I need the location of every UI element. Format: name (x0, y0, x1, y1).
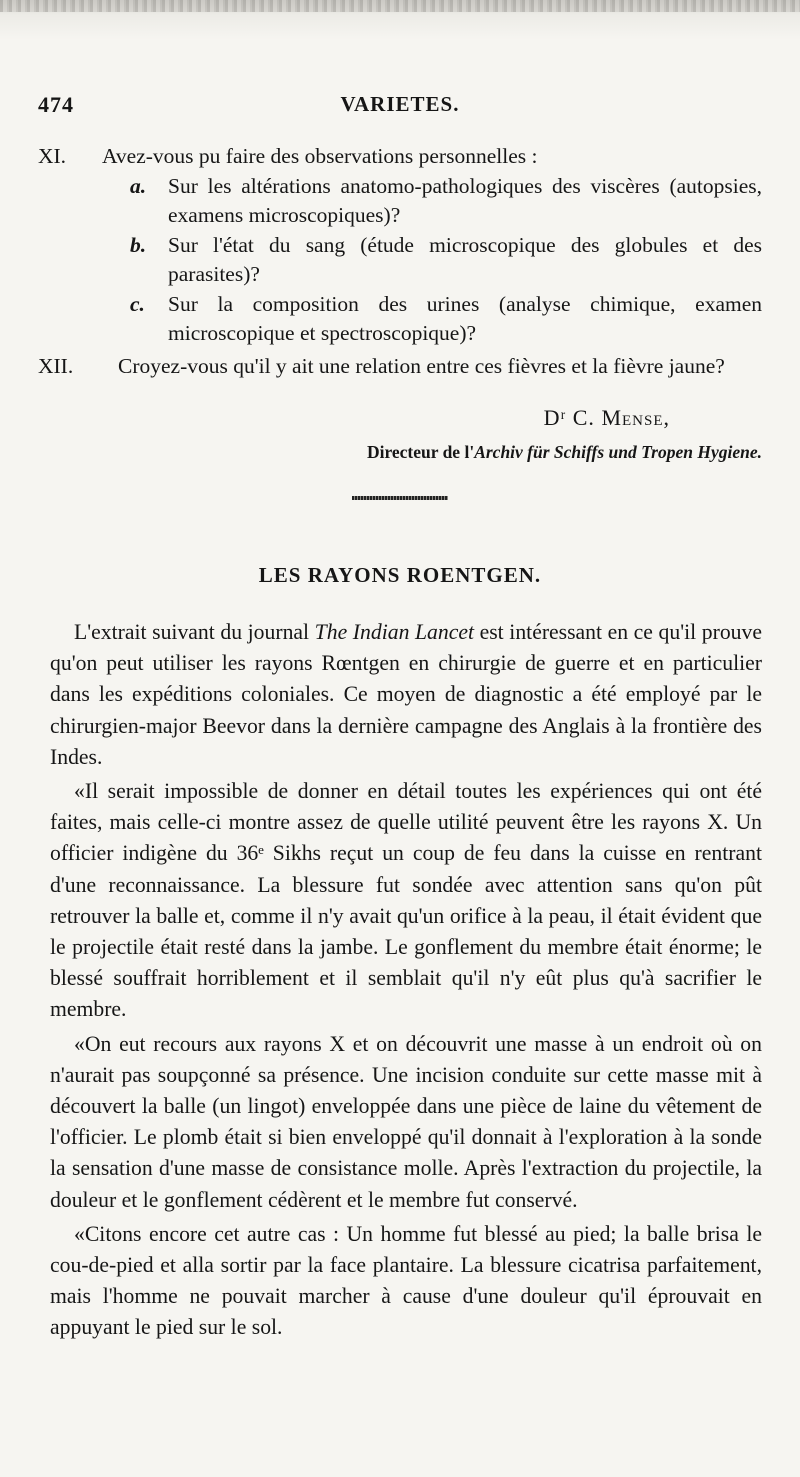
sub-question-letter: a. (130, 173, 147, 198)
question-number: XII. (38, 353, 74, 378)
sub-question-text: Sur la composition des urines (analyse chimique, examen microscopique et spectroscopique)? (168, 291, 762, 345)
page-header (38, 92, 762, 122)
page-edge-shadow (0, 0, 800, 12)
paragraph (50, 617, 762, 773)
signature-title: Dʳ C. (543, 405, 595, 430)
paragraph-text: L'extrait suivant du journal (74, 620, 315, 644)
sub-question-b (130, 231, 762, 290)
sub-question-letter: b. (130, 232, 147, 257)
sub-question-letter: c. (130, 291, 145, 316)
section-divider (352, 496, 448, 500)
paragraph: «Il serait impossible de donner en détail toutes les expériences qui ont été faites, mais celle-ci montre assez de quelle utilité peuvent être les rayons X. Un officier indigène du 36ᵉ Sikhs reçut un coup de feu dans la cuisse en rentrant d'une reconnaissance. La blessure fut sondée avec attention sans qu'on pût retrouver la balle et, comme il n'y avait qu'un orifice à la peau, il était évident que le projectile était resté dans la jambe. Le gonflement du membre était énorme; le blessé souffrait horriblement et il semblait qu'il n'y eût plus qu'à sacrifier le membre. (50, 779, 762, 1022)
journal-name: Archiv für Schiffs und Tropen Hygiene. (474, 442, 762, 462)
sub-question-c (130, 290, 762, 349)
paragraph: «Citons encore cet autre cas : Un homme fut blessé au pied; la balle brisa le cou-de-pied et alla sortir par la face plantaire. La blessure cicatrisa parfaitement, mais l'homme ne pouvait marcher à cause d'une douleur qu'il éprouvait en appuyant le pied sur le sol. (50, 1221, 762, 1340)
questionnaire (38, 142, 762, 381)
sub-question-a (130, 172, 762, 231)
question-number: XI. (38, 144, 67, 168)
question-xi (38, 142, 762, 172)
signature (544, 405, 670, 431)
signature-role (367, 442, 762, 463)
paragraph: «On eut recours aux rayons X et on découvrit une masse à un endroit où on n'aurait pas soupçonné sa présence. Une incision conduite sur cette masse mit à découvert la balle (un lingot) enveloppée dans une pièce de laine du vêtement de l'officier. Le plomb était si bien enveloppé qu'il donnait à l'exploration à la sonde la sensation d'une masse de consistance molle. Après l'extraction du projectile, la douleur et le gonflement cédèrent et le membre fut conservé. (50, 1031, 762, 1212)
sub-question-text: Sur l'état du sang (étude microscopique des globules et des parasites)? (168, 232, 762, 286)
signature-role-prefix: Directeur de l' (366, 442, 475, 462)
page-number: 474 (38, 92, 74, 117)
section-title: LES RAYONS ROENTGEN. (258, 563, 542, 587)
signature-name: Mense, (601, 405, 670, 430)
paragraph-text: est intéressant en ce qu'il prouve qu'on peut utiliser les rayons Rœntgen en chirurgie de guerre et en particulier dans les expéditions coloniales. Ce moyen de diagnostic a été employé par le chirurgien-major Beevor dans la dernière campagne des Anglais à la frontière des Indes. (50, 620, 762, 769)
question-text: Croyez-vous qu'il y ait une relation entre ces fièvres et la fièvre jaune? (118, 353, 725, 378)
running-title: VARIETES. (340, 92, 460, 116)
journal-title: The Indian Lancet (314, 620, 475, 644)
sub-question-text: Sur les altérations anatomo-pathologiques des viscères (autopsies, examens microscopiques)? (168, 173, 762, 227)
article-body (50, 617, 762, 1344)
question-text: Avez-vous pu faire des observations personnelles : (102, 144, 538, 168)
question-xii (38, 352, 762, 382)
